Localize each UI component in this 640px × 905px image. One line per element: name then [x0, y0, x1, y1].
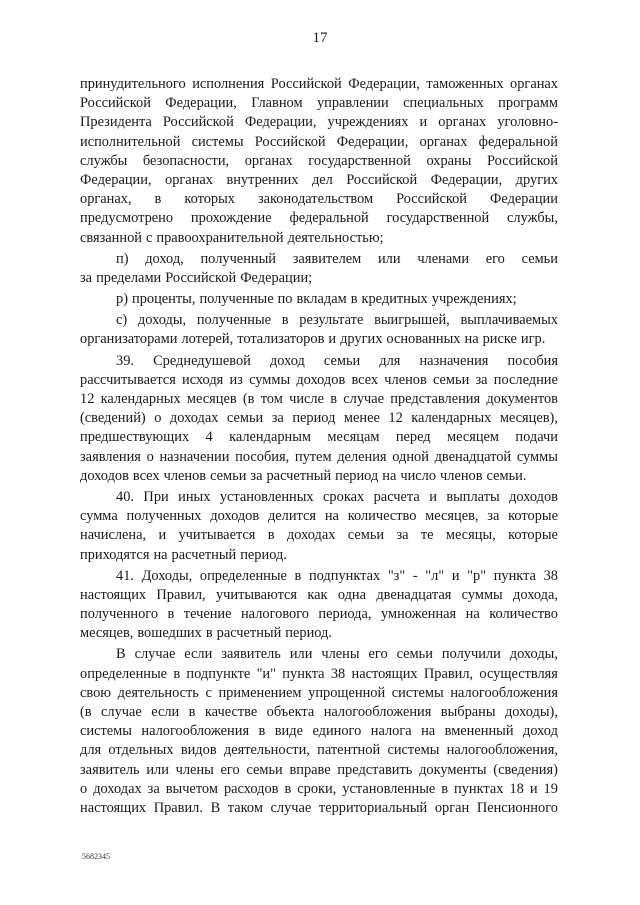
paragraph-line: рассчитывается исходя из суммы доходов всех членов семьи за последние	[80, 371, 558, 388]
paragraph-line: с) доходы, полученные в результате выигрышей, выплачиваемых	[116, 312, 558, 329]
paragraph-line: о доходах за вычетом расходов в сроки, установленные в пунктах 18 и 19	[80, 780, 558, 797]
paragraph-line: предшествующих 4 календарным месяцам перед месяцем подачи	[80, 429, 558, 446]
paragraph-line: В случае если заявитель или члены его семьи получили доходы,	[116, 646, 558, 663]
paragraph-line: 40. При иных установленных сроках расчета и выплаты доходов	[116, 488, 558, 505]
paragraph-line: 39. Среднедушевой доход семьи для назначения пособия	[116, 352, 558, 369]
paragraph-line: предусмотрено прохождение федеральной государственной службы,	[80, 210, 558, 227]
paragraph-line: настоящих Правил. В таком случае территориальный орган Пенсионного	[80, 799, 558, 816]
paragraph-line: начислена, и учитывается в доходах семьи за те месяцы, которые	[80, 527, 558, 544]
document-code: 5682345	[82, 852, 110, 861]
paragraph-line: органах, в которых законодательством Российской Федерации	[80, 191, 558, 208]
paragraph-line: заявитель или члены его семьи вправе представить документы (сведения)	[80, 761, 558, 778]
paragraph-line: р) проценты, полученные по вкладам в кредитных учреждениях;	[116, 291, 517, 308]
paragraph-line: исполнительной системы Российской Федерации, органах федеральной	[80, 133, 558, 150]
paragraph-line: Российской Федерации, Главном управлении специальных программ	[80, 95, 558, 112]
paragraph-line: службы безопасности, органах государственной охраны Российской	[80, 152, 558, 169]
paragraph-line: 41. Доходы, определенные в подпунктах "з" - "л" и "р" пункта 38	[116, 567, 558, 584]
paragraph-line: полученного в течение налогового периода, умноженная на количество	[80, 606, 558, 623]
paragraph-line: заявления о назначении пособия, путем деления одной двенадцатой суммы	[80, 448, 558, 465]
paragraph-line: сумма полученных доходов делится на количество месяцев, за которые	[80, 508, 558, 525]
paragraph-line: настоящих Правил, учитываются как одна двенадцатая суммы дохода,	[80, 586, 558, 603]
document-body	[80, 75, 558, 818]
paragraph-line: за пределами Российской Федерации;	[80, 269, 313, 286]
paragraph-line: связанной с правоохранительной деятельностью;	[80, 229, 384, 246]
paragraph-line: месяцев, вошедших в расчетный период.	[80, 625, 332, 642]
paragraph-line: организаторами лотерей, тотализаторов и других основанных на риске игр.	[80, 331, 546, 348]
paragraph-line: (в случае если в качестве объекта налогообложения выбраны доходы),	[80, 704, 558, 720]
page-number: 17	[312, 30, 328, 46]
paragraph-line: принудительного исполнения Российской Федерации, таможенных органах	[80, 76, 558, 92]
paragraph-line: доходов всех членов семьи за расчетный период на число членов семьи.	[80, 467, 527, 484]
paragraph-line: п) доход, полученный заявителем или членами его семьи	[116, 250, 558, 267]
paragraph-line: Федерации, органах внутренних дел Российской Федерации, других	[80, 171, 558, 188]
paragraph-line: определенные в подпункте "и" пункта 38 настоящих Правил, осуществляя	[80, 665, 558, 682]
paragraph-line: 12 календарных месяцев (в том числе в случае представления документов	[80, 391, 558, 407]
paragraph-line: приходятся на расчетный период.	[80, 546, 287, 563]
paragraph-line: для отдельных видов деятельности, патентной системы налогообложения,	[80, 742, 558, 759]
paragraph-line: свою деятельность с применением упрощенной системы налогообложения	[80, 684, 558, 701]
paragraph-line: системы налогообложения в виде единого налога на вмененный доход	[80, 723, 558, 740]
paragraph-line: (сведений) о доходах семьи за период менее 12 календарных месяцев),	[80, 410, 558, 427]
paragraph-line: Президента Российской Федерации, учреждениях и органах уголовно-	[80, 114, 558, 131]
